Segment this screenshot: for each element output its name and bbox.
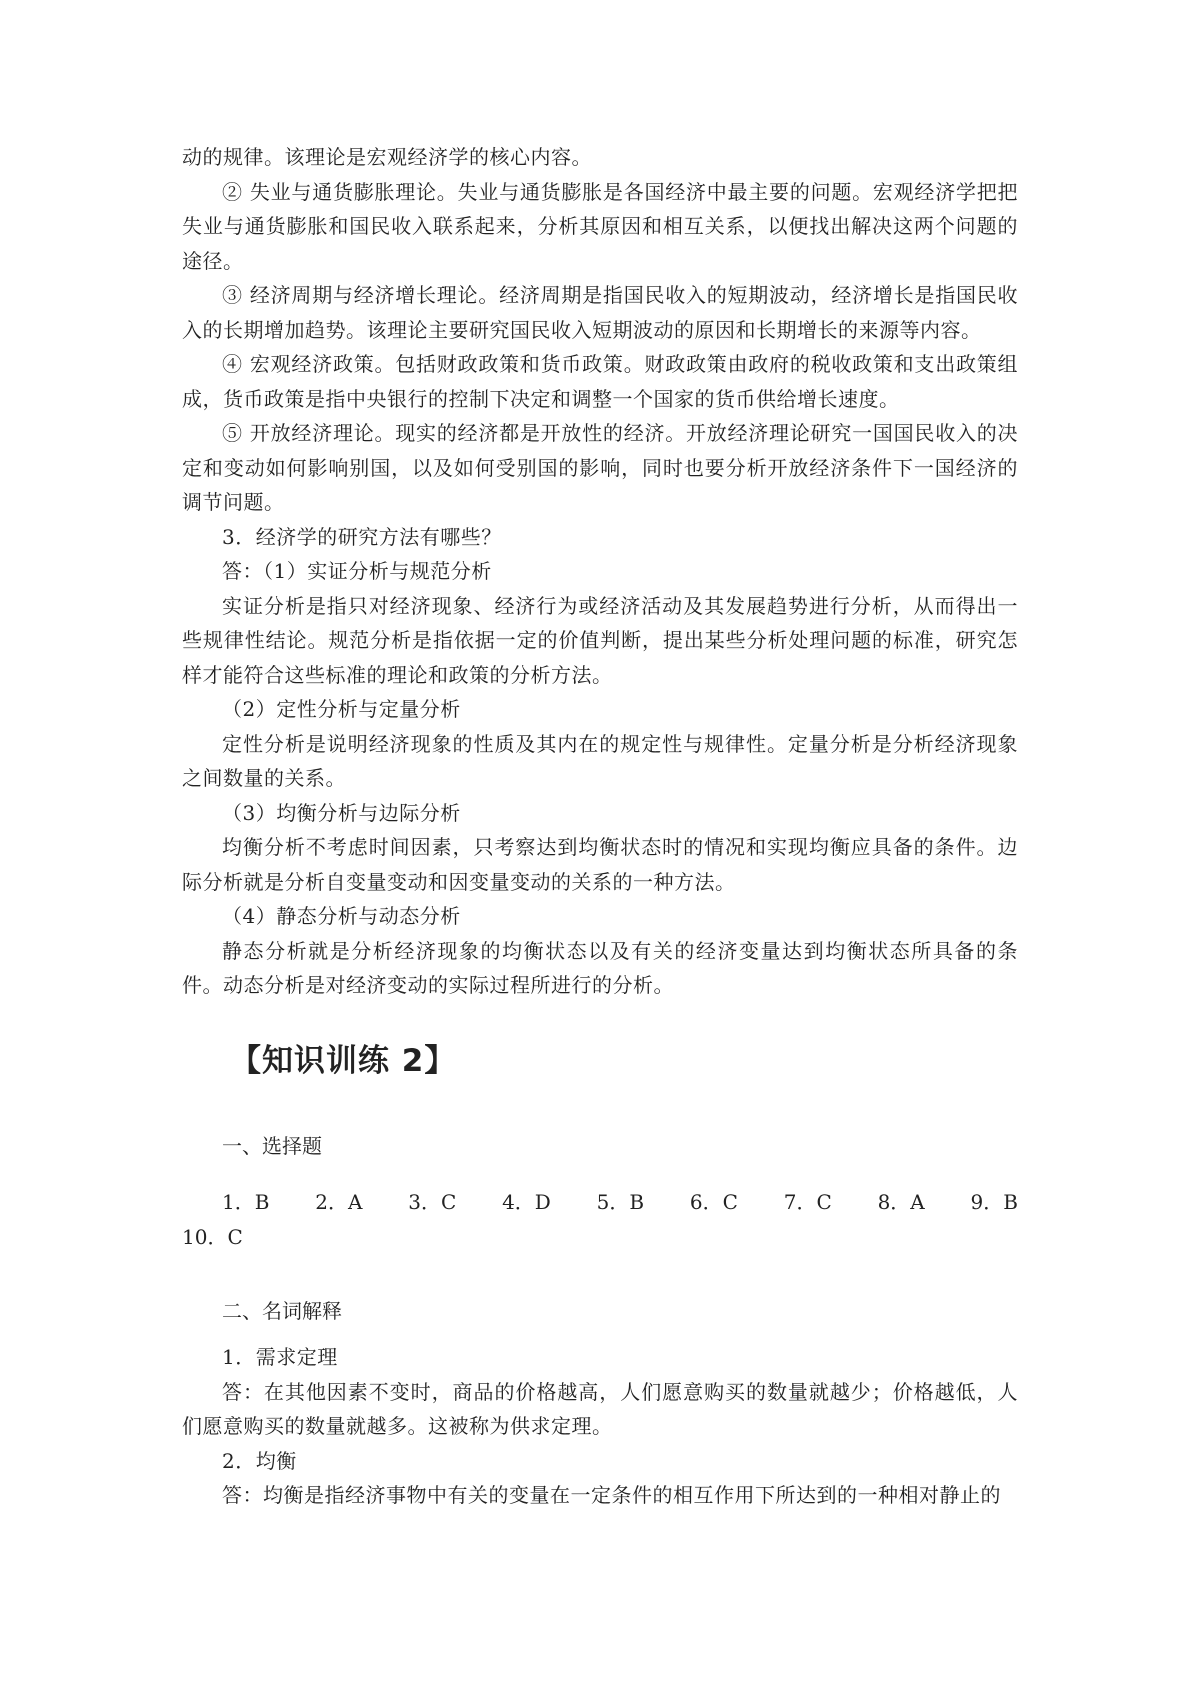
answer-row	[182, 1185, 1018, 1220]
term-2-heading: 2．均衡	[222, 1448, 297, 1473]
answer-1-heading: 答：（1）实证分析与规范分析	[222, 559, 492, 583]
answer-item: 10．C	[182, 1224, 243, 1249]
answer-item: 5．B	[596, 1190, 645, 1214]
answer-item: 1．B	[222, 1190, 270, 1214]
answer-item: 4．D	[502, 1190, 551, 1214]
answer-item: 6．C	[689, 1190, 738, 1214]
answer-row	[182, 1220, 1018, 1255]
subsection-multiple-choice: 一、选择题	[222, 1134, 322, 1158]
paragraph-open-economy: ⑤ 开放经济理论。现实的经济都是开放性的经济。开放经济理论研究一国国民收入的决定和变动如何影响别国，以及如何受别国的影响，同时也要分析开放经济条件下一国经济的调节问题。	[182, 421, 1018, 514]
answer-3-heading: （3）均衡分析与边际分析	[222, 800, 461, 825]
answer-1-body: 实证分析是指只对经济现象、经济行为或经济活动及其发展趋势进行分析，从而得出一些规律性结论。规范分析是指依据一定的价值判断，提出某些分析处理问题的标准，研究怎样才能符合这些标准的理论和政策的分析方法。	[182, 593, 1018, 687]
answer-item: 8．A	[877, 1190, 925, 1214]
page-content	[182, 140, 1018, 1507]
question-3: 3．经济学的研究方法有哪些？	[222, 524, 502, 549]
paragraph-unemployment-inflation: ② 失业与通货膨胀理论。失业与通货膨胀是各国经济中最主要的问题。宏观经济学把把失业与通货膨胀和国民收入联系起来，分析其原因和相互关系，以便找出解决这两个问题的途径。	[182, 179, 1018, 273]
paragraph-continued: 动的规律。该理论是宏观经济学的核心内容。	[182, 145, 592, 169]
section-title: 【知识训练 2】	[230, 1043, 457, 1079]
paragraph-business-cycle: ③ 经济周期与经济增长理论。经济周期是指国民收入的短期波动，经济增长是指国民收入的长期增加趋势。该理论主要研究国民收入短期波动的原因和长期增长的来源等内容。	[182, 283, 1018, 342]
term-2-body: 答：均衡是指经济事物中有关的变量在一定条件的相互作用下所达到的一种相对静止的	[222, 1483, 1001, 1507]
answer-2-body: 定性分析是说明经济现象的性质及其内在的规定性与规律性。定量分析是分析经济现象之间数量的关系。	[182, 731, 1018, 790]
answer-key	[182, 1185, 1018, 1254]
answer-4-heading: （4）静态分析与动态分析	[222, 904, 461, 928]
answer-4-body: 静态分析就是分析经济现象的均衡状态以及有关的经济变量达到均衡状态所具备的条件。动态分析是对经济变动的实际过程所进行的分析。	[182, 938, 1018, 997]
answer-item: 7．C	[783, 1190, 832, 1214]
term-1-body: 答：在其他因素不变时，商品的价格越高，人们愿意购买的数量就越少；价格越低，人们愿意购买的数量就越多。这被称为供求定理。	[182, 1379, 1018, 1438]
subsection-term-explanation: 二、名词解释	[222, 1299, 342, 1323]
answer-item: 9．B	[970, 1190, 1018, 1214]
term-explanations	[182, 1340, 1018, 1513]
answer-3-body: 均衡分析不考虑时间因素，只考察达到均衡状态时的情况和实现均衡应具备的条件。边际分析就是分析自变量变动和因变量变动的关系的一种方法。	[182, 835, 1018, 894]
term-1-heading: 1．需求定理	[222, 1345, 338, 1369]
paragraph-macro-policy: ④ 宏观经济政策。包括财政政策和货币政策。财政政策由政府的税收政策和支出政策组成，货币政策是指中央银行的控制下决定和调整一个国家的货币供给增长速度。	[182, 352, 1018, 411]
answer-item: 3．C	[408, 1190, 457, 1214]
answer-2-heading: （2）定性分析与定量分析	[222, 697, 461, 721]
answer-item: 2．A	[315, 1190, 363, 1214]
